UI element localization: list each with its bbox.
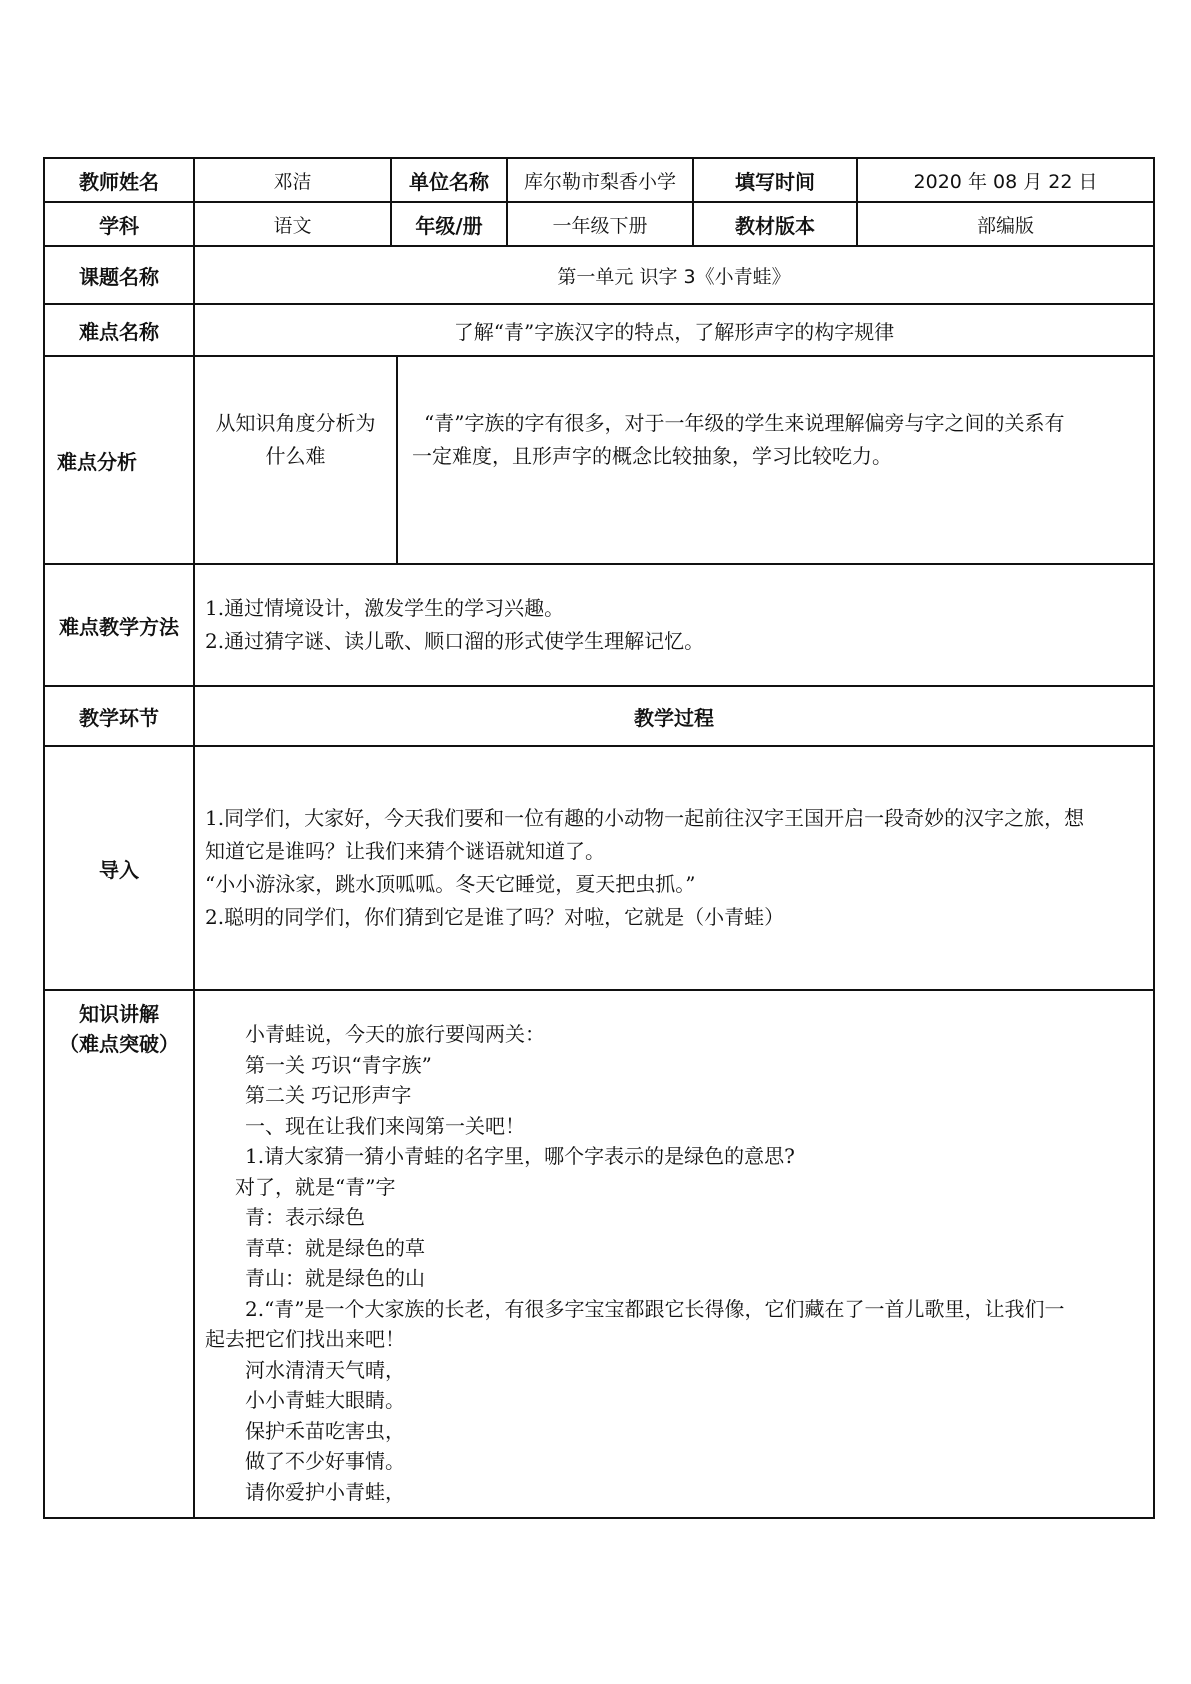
- intro-line: 知道它是谁吗？让我们来猜个谜语就知道了。: [205, 839, 605, 863]
- method-line: 1.通过情境设计，激发学生的学习兴趣。: [205, 596, 565, 620]
- unit-name-value: 库尔勒市梨香小学: [507, 158, 693, 202]
- topic-value: 第一单元 识字 3《小青蛙》: [194, 246, 1154, 304]
- process-title: 教学过程: [194, 686, 1154, 746]
- analysis-sub-label-line: 什么难: [265, 444, 326, 468]
- knowledge-label: [44, 990, 194, 1518]
- edition-label: 教材版本: [693, 202, 857, 246]
- knowledge-line: 做了不少好事情。: [245, 1449, 405, 1473]
- knowledge-line: 小青蛙说，今天的旅行要闯两关：: [245, 1022, 545, 1046]
- knowledge-text: [194, 990, 1154, 1518]
- knowledge-line: 第一关 巧识“青字族”: [245, 1052, 432, 1077]
- fill-date-label: 填写时间: [693, 158, 857, 202]
- knowledge-line: 起去把它们找出来吧！: [205, 1327, 405, 1351]
- subject-value: 语文: [194, 202, 391, 246]
- analysis-sub-label-line: 从知识角度分析为: [215, 411, 376, 435]
- topic-label: 课题名称: [44, 246, 194, 304]
- knowledge-line: 小小青蛙大眼睛。: [245, 1388, 405, 1412]
- grade-value: 一年级下册: [507, 202, 693, 246]
- analysis-line: 一定难度，且形声字的概念比较抽象，学习比较吃力。: [412, 444, 892, 468]
- intro-line: 2.聪明的同学们，你们猜到它是谁了吗？对啦，它就是（小青蛙）: [205, 905, 785, 929]
- intro-line: “小小游泳家，跳水顶呱呱。冬天它睡觉，夏天把虫抓。”: [205, 872, 696, 896]
- knowledge-line: 青山：就是绿色的山: [245, 1266, 425, 1290]
- process-section-label: 教学环节: [44, 686, 194, 746]
- fill-date-value: 2020 年 08 月 22 日: [857, 158, 1154, 202]
- intro-label: 导入: [44, 746, 194, 990]
- grade-label: 年级/册: [391, 202, 507, 246]
- knowledge-line: 2.“青”是一个大家族的长老，有很多字宝宝都跟它长得像，它们藏在了一首儿歌里，让我们一: [245, 1296, 1065, 1321]
- difficulty-label: 难点名称: [44, 304, 194, 356]
- lesson-plan-table: [43, 157, 1153, 1519]
- knowledge-line: 保护禾苗吃害虫，: [245, 1418, 405, 1443]
- knowledge-line: 青：表示绿色: [245, 1205, 365, 1229]
- knowledge-line: 第二关 巧记形声字: [245, 1083, 412, 1107]
- method-label: 难点教学方法: [44, 564, 194, 686]
- teacher-name-value: 邓洁: [194, 158, 391, 202]
- method-line: 2.通过猜字谜、读儿歌、顺口溜的形式使学生理解记忆。: [205, 629, 705, 653]
- analysis-sub-label: [195, 357, 397, 563]
- knowledge-line: 请你爱护小青蛙，: [245, 1479, 405, 1504]
- knowledge-line: 一、现在让我们来闯第一关吧！: [245, 1113, 525, 1138]
- difficulty-value: 了解“青”字族汉字的特点，了解形声字的构字规律: [194, 304, 1154, 356]
- analysis-line: “青”字族的字有很多，对于一年级的学生来说理解偏旁与字之间的关系有: [424, 411, 1065, 435]
- analysis-text: [397, 357, 1153, 563]
- knowledge-line: 对了，就是“青”字: [235, 1174, 396, 1199]
- analysis-label: 难点分析: [44, 356, 194, 564]
- intro-text: [194, 746, 1154, 990]
- subject-label: 学科: [44, 202, 194, 246]
- teacher-name-label: 教师姓名: [44, 158, 194, 202]
- edition-value: 部编版: [857, 202, 1154, 246]
- knowledge-label-line: 知识讲解: [79, 1002, 159, 1026]
- method-text: [194, 564, 1154, 686]
- knowledge-label-line: （难点突破）: [59, 1032, 179, 1056]
- analysis-cell: [194, 356, 1154, 564]
- knowledge-line: 青草：就是绿色的草: [245, 1235, 425, 1260]
- knowledge-line: 1.请大家猜一猜小青蛙的名字里，哪个字表示的是绿色的意思?: [245, 1144, 795, 1168]
- unit-name-label: 单位名称: [391, 158, 507, 202]
- knowledge-line: 河水清清天气晴，: [245, 1357, 405, 1382]
- intro-line: 1.同学们，大家好，今天我们要和一位有趣的小动物一起前往汉字王国开启一段奇妙的汉字之旅，想: [205, 806, 1085, 830]
